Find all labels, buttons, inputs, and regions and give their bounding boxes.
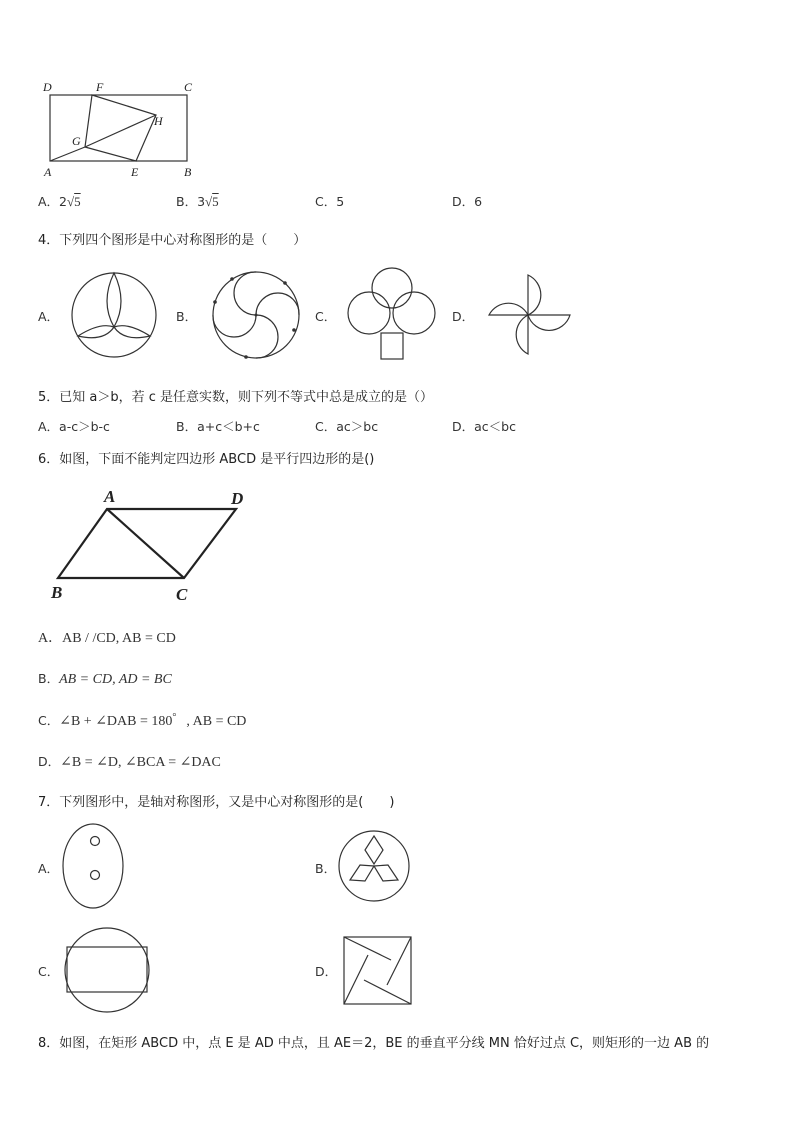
q7-label-c[interactable]: C．	[38, 964, 60, 979]
q3-option-c[interactable]: C．5	[315, 194, 345, 209]
pinwheel-blade-top	[528, 275, 541, 315]
pinwheel-line-2	[387, 937, 411, 985]
rhombus-right	[374, 865, 398, 881]
q5-option-a[interactable]: A．a-c＞b-c	[38, 419, 110, 434]
rectangle-abcd	[50, 95, 187, 161]
q4-label-d[interactable]: D．	[452, 309, 475, 324]
q3-option-a[interactable]: A．2√5	[38, 194, 81, 209]
q5-option-b[interactable]: B．a+c＜b+c	[176, 419, 260, 434]
circle-top	[372, 268, 412, 308]
q7-figure-a[interactable]	[62, 822, 126, 910]
q4-figure-d[interactable]	[488, 272, 574, 356]
inscribed-rectangle	[67, 947, 147, 992]
label-c: C	[176, 585, 188, 604]
label-g: G	[72, 134, 81, 148]
rhombus-top	[365, 836, 383, 864]
outer-square	[344, 937, 411, 1004]
segment-ag	[50, 147, 85, 161]
rhombus-left	[350, 865, 374, 881]
diagonal-gh	[85, 115, 156, 147]
q6-option-b[interactable]: B．AB = CD, AD = BC	[38, 671, 172, 687]
label-c: C	[184, 80, 193, 94]
petal-left	[78, 326, 114, 338]
q6-option-c[interactable]: C．∠B + ∠DAB = 180° , AB = CD	[38, 711, 247, 729]
q7-label-a[interactable]: A．	[38, 861, 60, 876]
q4-figure-b[interactable]	[210, 270, 302, 360]
q3-option-d[interactable]: D．6	[452, 194, 483, 209]
q4-label-b[interactable]: B．	[176, 309, 198, 324]
pinwheel-blade-bottom	[516, 315, 528, 354]
q4-label-a[interactable]: A．	[38, 309, 60, 324]
label-h: H	[154, 114, 163, 128]
q3-option-b[interactable]: B．3√5	[176, 194, 219, 209]
q7-label-d[interactable]: D．	[315, 964, 338, 979]
circle-left	[348, 292, 390, 334]
q4-figure-c[interactable]	[346, 268, 438, 362]
small-circle-bottom	[91, 871, 100, 880]
label-a: A	[44, 165, 52, 179]
q8-stem: 8．如图，在矩形 ABCD 中，点 E 是 AD 中点，且 AE＝2，BE 的垂直平分线 MN 恰好过点 C，则矩形的一边 AB 的	[38, 1036, 710, 1051]
label-f: F	[96, 80, 104, 94]
q6-option-a[interactable]: A．AB / /CD, AB = CD	[38, 631, 176, 646]
diagonal-ac	[107, 509, 184, 578]
q3-rectangle-figure	[40, 78, 210, 183]
swirl-arc-3	[256, 315, 278, 358]
q7-figure-c[interactable]	[64, 928, 154, 1014]
q6-stem: 6．如图，下面不能判定四边形 ABCD 是平行四边形的是()	[38, 452, 375, 467]
small-circle-top	[91, 837, 100, 846]
outer-circle	[72, 273, 156, 357]
label-b: B	[51, 583, 63, 602]
label-a: A	[104, 487, 116, 506]
label-b: B	[184, 165, 192, 179]
q5-option-c[interactable]: C．ac＞bc	[315, 419, 379, 434]
q4-figure-a[interactable]	[70, 272, 160, 358]
q4-stem: 4．下列四个图形是中心对称图形的是（ ）	[38, 233, 307, 248]
q7-label-b[interactable]: B．	[315, 861, 337, 876]
q5-option-d[interactable]: D．ac＜bc	[452, 419, 516, 434]
q5-stem: 5．已知 a＞b，若 c 是任意实数，则下列不等式中总是成立的是（）	[38, 390, 434, 405]
q7-stem: 7．下列图形中，是轴对称图形，又是中心对称图形的是( )	[38, 795, 395, 810]
q6-parallelogram-figure	[50, 487, 260, 605]
stem-rectangle	[381, 333, 403, 359]
petal-right	[114, 326, 150, 338]
swirl-arc-2	[256, 293, 299, 315]
q6-option-d[interactable]: D．∠B = ∠D, ∠BCA = ∠DAC	[38, 754, 221, 770]
pinwheel-line-4	[344, 955, 368, 1004]
label-d: D	[231, 489, 244, 508]
q7-figure-b[interactable]	[338, 830, 412, 904]
parallelogram-fhEG	[85, 95, 156, 161]
outer-circle	[65, 928, 149, 1012]
pinwheel-blade-left	[489, 303, 528, 315]
label-d: D	[43, 80, 52, 94]
q7-figure-d[interactable]	[342, 935, 414, 1007]
q4-label-c[interactable]: C．	[315, 309, 337, 324]
label-e: E	[131, 165, 139, 179]
circle-right	[393, 292, 435, 334]
pinwheel-blade-right	[528, 315, 570, 330]
swirl-arc-4	[213, 315, 256, 337]
swirl-arc-1	[234, 272, 256, 315]
petal-top	[107, 273, 121, 327]
